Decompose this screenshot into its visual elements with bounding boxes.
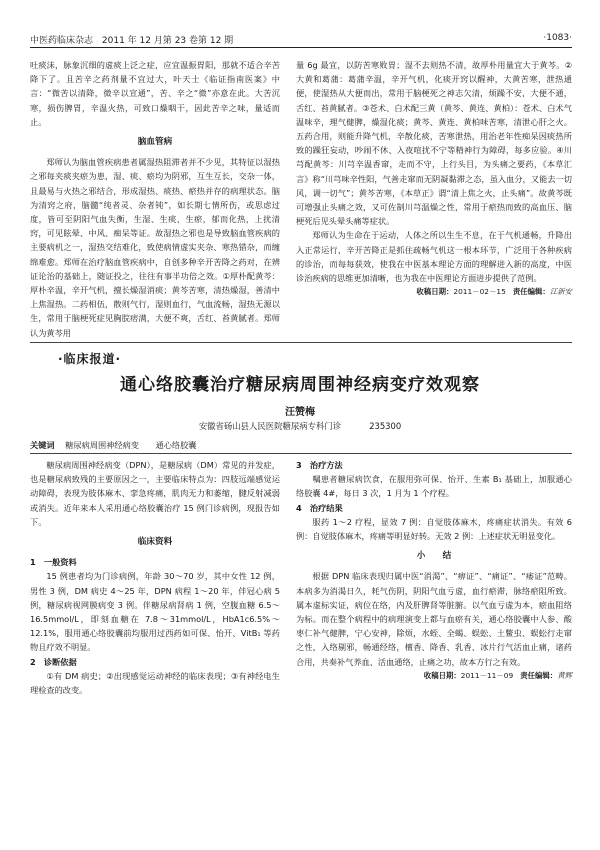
prev-paragraph: 郑师认为生命在于运动，人体之所以生生不息，在于气机通畅，升降出入正常运行，辛开苦降正是抓住疏畅气机这一根本环节，广泛用于各种疾病的诊治，而每每获效，使我在中医基本理论方面的理解进入新的高度，中医诊治疾病的思维更加清晰，也为我在中医理论方面进步提供了范例。 bbox=[296, 230, 572, 284]
editor-name: 江新安 bbox=[549, 287, 572, 297]
issue-info: 2011 年 12 月第 23 卷第 12 期 bbox=[101, 36, 234, 46]
editor-label: 责任编辑： bbox=[520, 670, 558, 680]
prev-paragraph: 量 6g 最宜，以防苦寒败胃；湿不去则热不清，故厚朴用量宜大于黄芩。②大黄和葛蒲：葛蒲辛温，辛开气机，化痰开窍以醒神，大黄苦寒，泄热通便，使湿热从大便而出，常用于脑梗死之神志欠清，烦躁不安，大便不通，舌红、苔黄腻者。③苍术、白术配三黄（黄芩、黄连、黄柏）：苍术、白术气温味辛，理气健脾，燥湿化痰；黄芩、黄连、黄柏味苦寒，清泄心肝之火。五药合用，则能升降气机，辛散化痰，苦寒泄热，用治老年性痴呆因痰热所致的躁狂妄动，吵闹不休、入夜喧扰不宁等精神行为障碍，每多应验。④川芎配黄芩：川芎辛温香窜，走而不守，上行头目，为头痛之要药，《本草汇言》称“川芎味辛性阳，气善走窜而无阴凝黏滞之态，虽入血分，又能去一切风，调一切气”；黄芩苦寒，《本草正》谓“清上焦之火，止头痛”。故黄芩既可增强止头痛之效，又可佐制川芎温燥之性，常用于瘀热而致的高血压、脑梗死后见头晕头痛等症状。 bbox=[296, 60, 572, 227]
results-heading: 4 治疗结果 bbox=[296, 502, 343, 513]
keyword: 糖尿病周围神经病变 bbox=[65, 440, 139, 450]
column-label: ·临床报道· bbox=[58, 352, 122, 366]
editor-name: 黄辉 bbox=[557, 670, 572, 680]
journal-name: 中医药临床杂志 bbox=[30, 36, 94, 46]
summary-title: 小 结 bbox=[416, 551, 452, 562]
prev-article-left-column bbox=[30, 58, 280, 340]
article-received-line bbox=[296, 669, 572, 683]
general-data-heading: 1 一般资料 bbox=[30, 557, 77, 568]
summary-paragraph: 根据 DPN 临床表现归属中医“消渴”、“痹证”、“痛证”、“痿证”范畴。本病多为消渴日久，耗气伤阴，阴阳气血亏虚，血行瘀滞，脉络瘀阻所致。属本虚标实证，病位在络，内及肝脾肾等脏腑。以气血亏虚为本，瘀血阻络为标。而在整个病程中的病理演变上都与血瘀有关，通心络胶囊中人参、酸枣仁补气健脾，宁心安神，除烦，水蛭、全蝎、蜈蚣、土鳖虫、蜈蚣行走窜之性，入络剔邪，畅通经络，檀香、降香、乳香、冰片行气活血止痛，诸药合用，共奏补气养血、活血通络，止痛之功，故本方行之有效。 bbox=[296, 571, 572, 667]
affiliation-text: 安徽省砀山县人民医院糖尿病专科门诊 bbox=[198, 421, 342, 431]
general-data-paragraph: 15 例患者均为门诊病例，年龄 30～70 岁，其中女性 12 例，男性 3 例，DM 病史 4～25 年，DPN 病程 1～20 年，伴冠心病 5 例，糖尿病视网膜病变 3 例。伴糖尿病肾病 1 例，空腹血糖 6.5～16.5mmol/L，即刻血糖在 7.8～31mmol/L，HbA1c6.5%～12.1%，服用通心络胶囊前均服用过西药如可保、怡开、VitB₁ 等药物且疗效不明显。 bbox=[30, 571, 280, 653]
method-heading: 3 治疗方法 bbox=[296, 460, 343, 470]
received-label: 收稿日期： bbox=[423, 670, 461, 680]
prev-article-right-column bbox=[296, 58, 572, 299]
prev-paragraph: 吐痰沫，脉象沉细的虚痰上泛之症，应宜温振胃阳，那就不适合辛苦降下了。且苦辛之药剂量不宜过大，叶天士《临证指南医案》中言：“微苦以清降，微辛以宣通”，苦、辛之“微”亦意在此。大苦沉寒，损伤脾胃，辛温火热，可致口燥咽干，因此苦辛之味，量适而止。 bbox=[30, 60, 280, 127]
keyword: 通心络胶囊 bbox=[155, 440, 197, 450]
postcode: 235300 bbox=[369, 421, 402, 431]
keywords-line bbox=[30, 440, 572, 454]
intro-paragraph: 糖尿病周围神经病变（DPN），是糖尿病（DM）常见的并发症，也是糖尿病致残的主要原因之一，主要临床特点为：四肢远端感觉运动障碍，表现为肢体麻木、挛急疼痛，肌肉无力和萎缩，腱反射减弱或消失。近年来本人采用通心络胶囊治疗 15 例门诊病例，现报告如下。 bbox=[30, 460, 280, 527]
diagnosis-paragraph: ①有 DM 病史；②出现感觉运动神经的临床表现；③有神经电生理检查的改变。 bbox=[30, 670, 280, 696]
article-divider bbox=[30, 342, 572, 343]
article-left-column bbox=[30, 458, 280, 697]
received-label: 收稿日期： bbox=[416, 287, 454, 297]
running-header bbox=[30, 33, 572, 48]
page-number: ·1083· bbox=[543, 33, 572, 43]
received-date: 2011－11－09 bbox=[460, 670, 514, 680]
diagnosis-heading: 2 诊断依据 bbox=[30, 656, 77, 667]
article-author: 汪赞梅 bbox=[285, 407, 315, 418]
prev-received-line bbox=[296, 285, 572, 299]
keywords-label: 关键词 bbox=[30, 440, 55, 450]
prev-paragraph: 郑师认为脑血管疾病患者属湿热阻滞者并不少见，其特征以湿热之邪每夹痰夹瘀为患，湿、痰、瘀均为阴邪，互生互长，交杂一体，且最易与火热之邪结合，形成湿热、痰热、瘀热并存的病理状态。脑为清窍之府，脑髓“纯者灵、杂者钝”，如长期七情所伤，或思虑过度，皆可至阴阳气血失衡，生湿、生痰、生瘀，郁而化热，上扰清窍，可见眩晕、中风、痴呆等证。故湿热之邪也是导致脑血管疾病的主要病机之一，湿热交结难化，致使病情虚实夹杂、寒热错杂，而缠绵难愈。郑师在治疗脑血管疾病中，自创多种辛开苦降之药对，在辨证论治的基础上，随证投之，往往有事半功倍之效。①厚朴配黄芩：厚朴辛温，辛开气机，擅长燥湿消痰；黄芩苦寒，清热燥湿，善清中上焦湿热。二药相伍，散则气行，湿则血行，气血流畅，湿热无源以生，常用于脑梗死症见胸脘痞满，大便不爽，舌红、苔黄腻者。郑师认为黄芩用 bbox=[30, 157, 280, 338]
method-paragraph: 嘱患者糖尿病饮食，在服用弥可保、怡开、生素 B₁ 基础上，加服通心络胶囊 4#，每日 3 次，1 月为 1 个疗程。 bbox=[296, 474, 572, 499]
author-affiliation bbox=[0, 420, 600, 432]
editor-label: 责任编辑： bbox=[512, 287, 550, 297]
article-title: 通心络胶囊治疗糖尿病周围神经病变疗效观察 bbox=[120, 375, 480, 395]
received-date: 2011－02－15 bbox=[453, 287, 506, 297]
clinical-data-title: 临床资料 bbox=[137, 537, 173, 548]
article-right-column bbox=[296, 458, 572, 683]
section-title: 脑血管病 bbox=[137, 137, 173, 148]
results-paragraph: 服药 1～2 疗程，显效 7 例：自觉肢体麻木，疼痛症状消失。有效 6 例：自觉肢体麻木，疼痛等明显好转。无效 2 例：上述症状无明显变化。 bbox=[296, 516, 572, 542]
